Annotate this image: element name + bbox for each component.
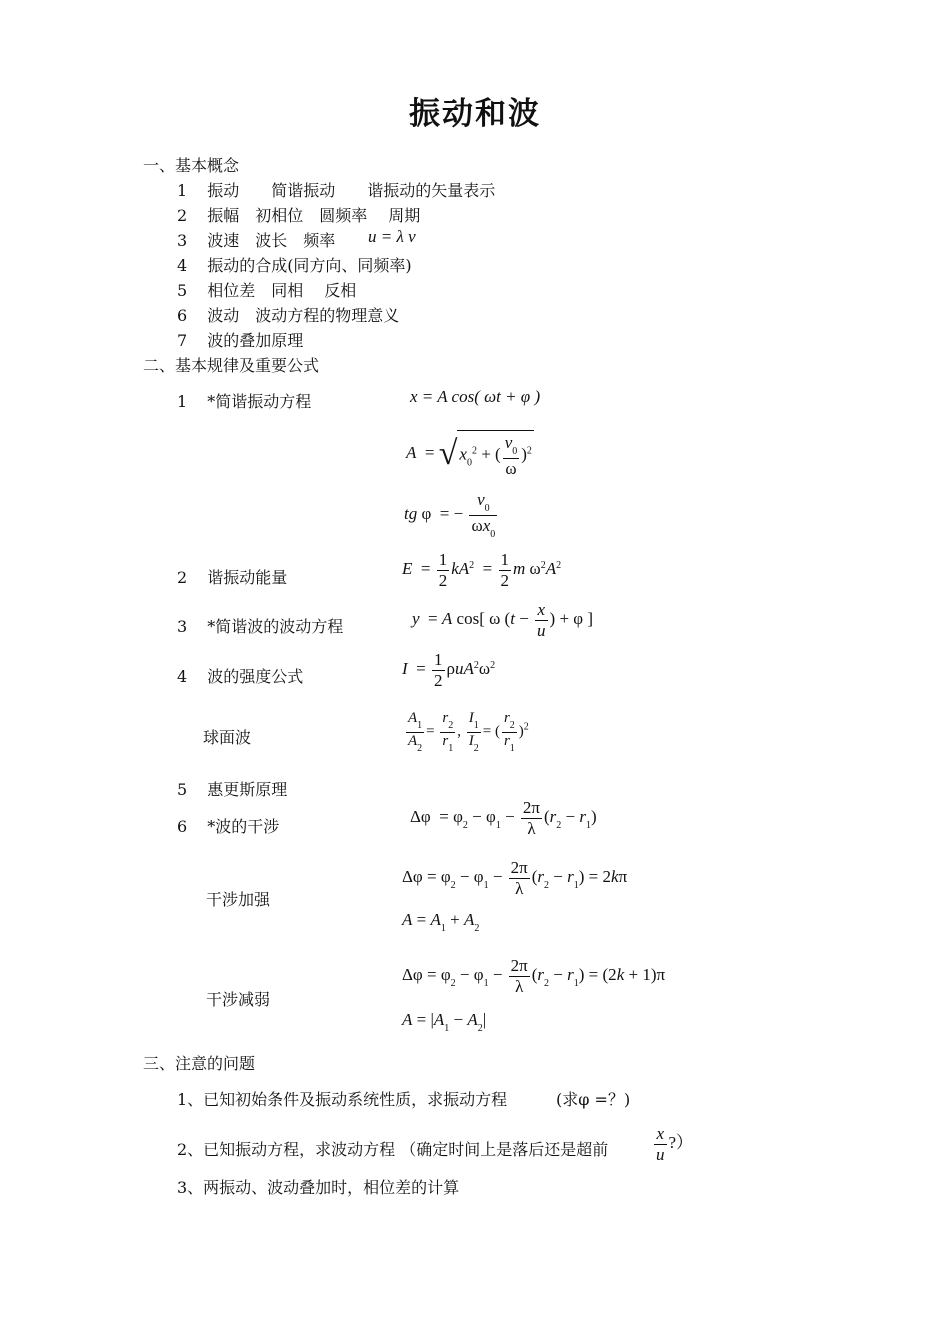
- section-heading-concepts: 一、基本概念: [143, 156, 240, 175]
- list-item: 1 振动 简谐振动 谐振动的矢量表示: [177, 181, 496, 200]
- formula-label: 3 *简谐波的波动方程: [177, 617, 344, 636]
- list-item: 3 波速 波长 频率: [177, 231, 336, 250]
- constructive-label: 干涉加强: [206, 890, 271, 909]
- destructive-amplitude: $A = |A_1 - A_2|$: [402, 1010, 487, 1034]
- formula-label: 5 惠更斯原理: [177, 780, 288, 799]
- shm-equation: x = A cos( ωt + φ ): [410, 387, 541, 406]
- phase-formula: tg φ = − $\frac{v_0}{\omega x_0}$: [404, 490, 496, 540]
- amplitude-formula: A = √ $x_0^2$ + ( $\frac{v_0}{\omega}$ )$^2$: [406, 430, 534, 478]
- wave-equation: y = A cos[ ω (t − $\frac{x}{u}$ ) + φ ]: [412, 600, 594, 640]
- section-heading-notes: 三、注意的问题: [143, 1054, 256, 1073]
- note-item: 2、已知振动方程，求波动方程 （确定时间上是落后还是超前: [177, 1140, 609, 1159]
- section-heading-formulas: 二、基本规律及重要公式: [143, 356, 320, 375]
- list-item: 5 相位差 同相 反相: [177, 281, 357, 300]
- phase-difference-formula: $\Delta\varphi = \varphi_2 - \varphi_1$ − $\frac{2\pi}{\lambda}$ $(r_2 - r_1)$: [410, 798, 597, 838]
- destructive-condition: $\Delta\varphi = \varphi_2 - \varphi_1$ − $\frac{2\pi}{\lambda}$ $(r_2 - r_1) = (2k + 1)\pi$: [402, 956, 666, 996]
- list-item: 4 振动的合成(同方向、同频率): [177, 256, 412, 275]
- formula-label: 1 *简谐振动方程: [177, 392, 312, 411]
- note-item: 1、已知初始条件及振动系统性质，求振动方程: [177, 1090, 508, 1109]
- formula-label: 4 波的强度公式: [177, 667, 304, 686]
- list-item: 6 波动 波动方程的物理意义: [177, 306, 400, 325]
- note-item: 3、两振动、波动叠加时，相位差的计算: [177, 1178, 460, 1197]
- list-item: 7 波的叠加原理: [177, 331, 304, 350]
- note-hint: (求φ =？): [556, 1090, 631, 1109]
- page-title: 振动和波: [409, 96, 541, 132]
- spherical-wave-formula: $\frac{A_1}{A_2}$ = $\frac{r_2}{r_1}$ , $\frac{I_1}{I_2}$ = ( $\frac{r_2}{r_1}$ )$^2$: [408, 710, 529, 754]
- intensity-formula: I = $\frac{1}{2}$ $\rho uA^2\omega^2$: [402, 650, 496, 690]
- energy-formula: E = $\frac{1}{2}$ $kA^2$ = $\frac{1}{2}$ m $\omega^2A^2$: [402, 550, 562, 590]
- constructive-amplitude: $A = A_1 + A_2$: [402, 910, 480, 934]
- list-item: 2 振幅 初相位 圆频率 周期: [177, 206, 421, 225]
- destructive-label: 干涉减弱: [206, 990, 271, 1009]
- note-fraction: $\frac{x}{u}$ ?）: [656, 1124, 694, 1164]
- wave-speed-formula: u = λ v: [368, 227, 416, 246]
- formula-label: 2 谐振动能量: [177, 568, 288, 587]
- spherical-wave-label: 球面波: [203, 728, 252, 747]
- formula-label: 6 *波的干涉: [177, 817, 280, 836]
- constructive-condition: $\Delta\varphi = \varphi_2 - \varphi_1$ − $\frac{2\pi}{\lambda}$ $(r_2 - r_1) = 2k\pi$: [402, 858, 628, 898]
